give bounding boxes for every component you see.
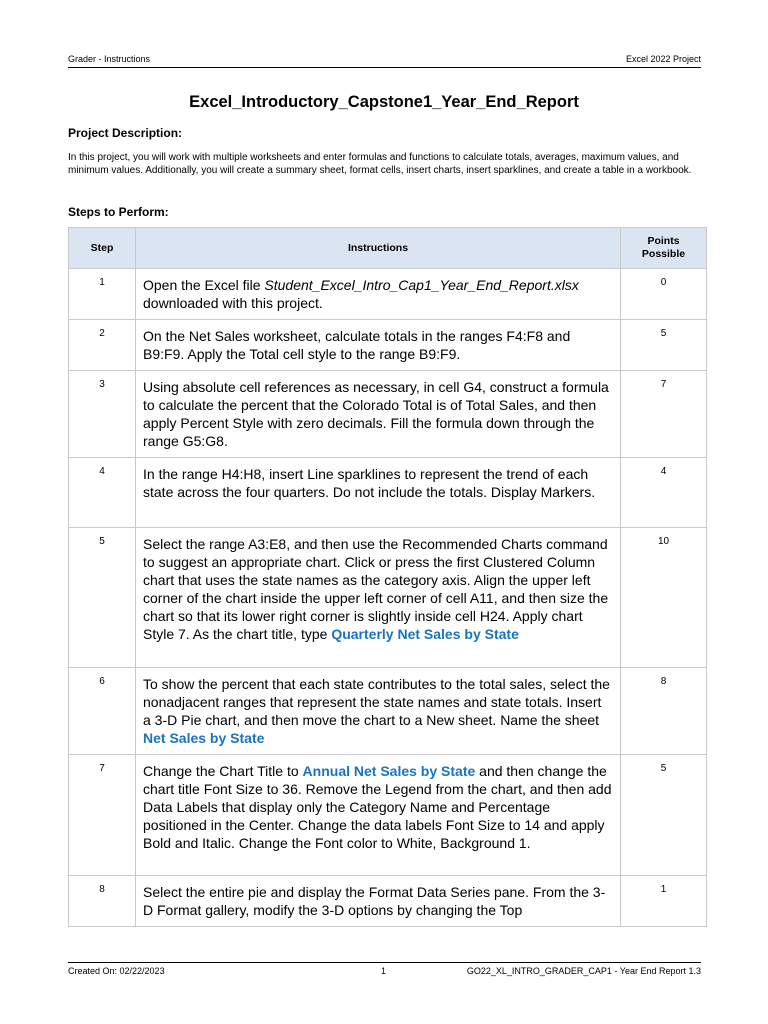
step-points: 10	[621, 528, 707, 668]
step-number: 7	[69, 755, 136, 876]
step-number: 1	[69, 269, 136, 320]
step-number: 8	[69, 876, 136, 927]
highlighted-text: Net Sales by State	[143, 730, 265, 746]
header-left: Grader - Instructions	[68, 54, 151, 64]
footer-created-on: Created On: 02/22/2023	[68, 966, 165, 976]
step-points: 0	[621, 269, 707, 320]
file-name: Student_Excel_Intro_Cap1_Year_End_Report.xlsx	[264, 277, 579, 293]
table-row	[69, 458, 707, 528]
table-row	[69, 320, 707, 371]
table-row	[69, 528, 707, 668]
step-instructions	[136, 320, 621, 371]
step-instructions	[136, 876, 621, 927]
step-points: 7	[621, 371, 707, 458]
document-title: Excel_Introductory_Capstone1_Year_End_Report	[189, 93, 579, 111]
col-header-points	[621, 228, 707, 269]
step-points: 5	[621, 320, 707, 371]
steps-table	[68, 227, 707, 927]
step-instructions	[136, 269, 621, 320]
project-description-text: In this project, you will work with multiple worksheets and enter formulas and functions to calculate totals, averages, maximum values, and minimum values. Additionally, you will create a summary sheet, format cells, insert charts, insert sparklines, and create a table in a workbook.	[68, 152, 692, 176]
header-right: Excel 2022 Project	[625, 54, 701, 64]
table-row	[69, 755, 707, 876]
step-instructions	[136, 371, 621, 458]
col-header-step: Step	[69, 228, 136, 269]
footer-rule	[68, 962, 701, 963]
instruction-text: Select the entire pie and display the Format Data Series pane. From the 3-D Format gallery, modify the 3-D options by changing the Top	[143, 884, 606, 918]
table-row	[69, 269, 707, 320]
footer-page-number: 1	[381, 966, 387, 976]
step-number: 4	[69, 458, 136, 528]
instruction-text: To show the percent that each state contributes to the total sales, select the nonadjacent ranges that represent the state names and state totals. Insert a 3-D Pie chart, and then move the chart to a New sheet. Name the sheet	[143, 676, 610, 728]
step-instructions	[136, 458, 621, 528]
highlighted-text: Quarterly Net Sales by State	[331, 626, 519, 642]
step-points: 4	[621, 458, 707, 528]
step-number: 2	[69, 320, 136, 371]
step-number: 6	[69, 668, 136, 755]
col-header-instructions: Instructions	[136, 228, 621, 269]
step-instructions	[136, 528, 621, 668]
step-points: 8	[621, 668, 707, 755]
instruction-text: downloaded with this project.	[143, 295, 323, 311]
step-instructions	[136, 755, 621, 876]
header-rule	[68, 67, 701, 68]
points-label-2: Possible	[641, 248, 686, 260]
steps-heading: Steps to Perform:	[68, 205, 169, 219]
step-points: 1	[621, 876, 707, 927]
table-header-row	[69, 228, 707, 269]
instruction-text: Using absolute cell references as necessary, in cell G4, construct a formula to calculate the percent that the Colorado Total is of Total Sales, and then apply Percent Style with zero decimals. Fill the formula down through the range G5:G8.	[143, 379, 609, 449]
step-number: 5	[69, 528, 136, 668]
page-header	[68, 54, 701, 64]
step-points: 5	[621, 755, 707, 876]
footer-document-id: GO22_XL_INTRO_GRADER_CAP1 - Year End Report 1.3	[466, 966, 701, 976]
instruction-text: On the Net Sales worksheet, calculate totals in the ranges F4:F8 and B9:F9. Apply the Total cell style to the range B9:F9.	[143, 328, 571, 362]
step-instructions	[136, 668, 621, 755]
step-number: 3	[69, 371, 136, 458]
instruction-text: and then change the chart title Font Size to 36. Remove the Legend from the chart, and then add Data Labels that display only the Category Name and Percentage positioned in the Center. Change the data labels Font Size to 14 and apply Bold and Italic. Change the Font color to White, Background 1.	[143, 763, 612, 851]
highlighted-text: Annual Net Sales by State	[302, 763, 476, 779]
project-description-heading: Project Description:	[68, 126, 183, 140]
points-label-1: Points	[647, 235, 680, 247]
instruction-text: Change the Chart Title to	[143, 763, 303, 779]
table-row	[69, 668, 707, 755]
table-row	[69, 876, 707, 927]
table-row	[69, 371, 707, 458]
instruction-text: In the range H4:H8, insert Line sparklines to represent the trend of each state across the four quarters. Do not include the totals. Display Markers.	[143, 466, 596, 500]
instruction-text: Open the Excel file	[143, 277, 265, 293]
instruction-text: Select the range A3:E8, and then use the Recommended Charts command to suggest an appropriate chart. Click or press the first Clustered Column chart that uses the state names as the category axis. Align the upper left corner of the chart inside the upper left corner of cell A11, and then size the chart so that its lower right corner is slightly inside cell H24. Apply chart Style 7. As the chart title, type	[143, 536, 609, 642]
